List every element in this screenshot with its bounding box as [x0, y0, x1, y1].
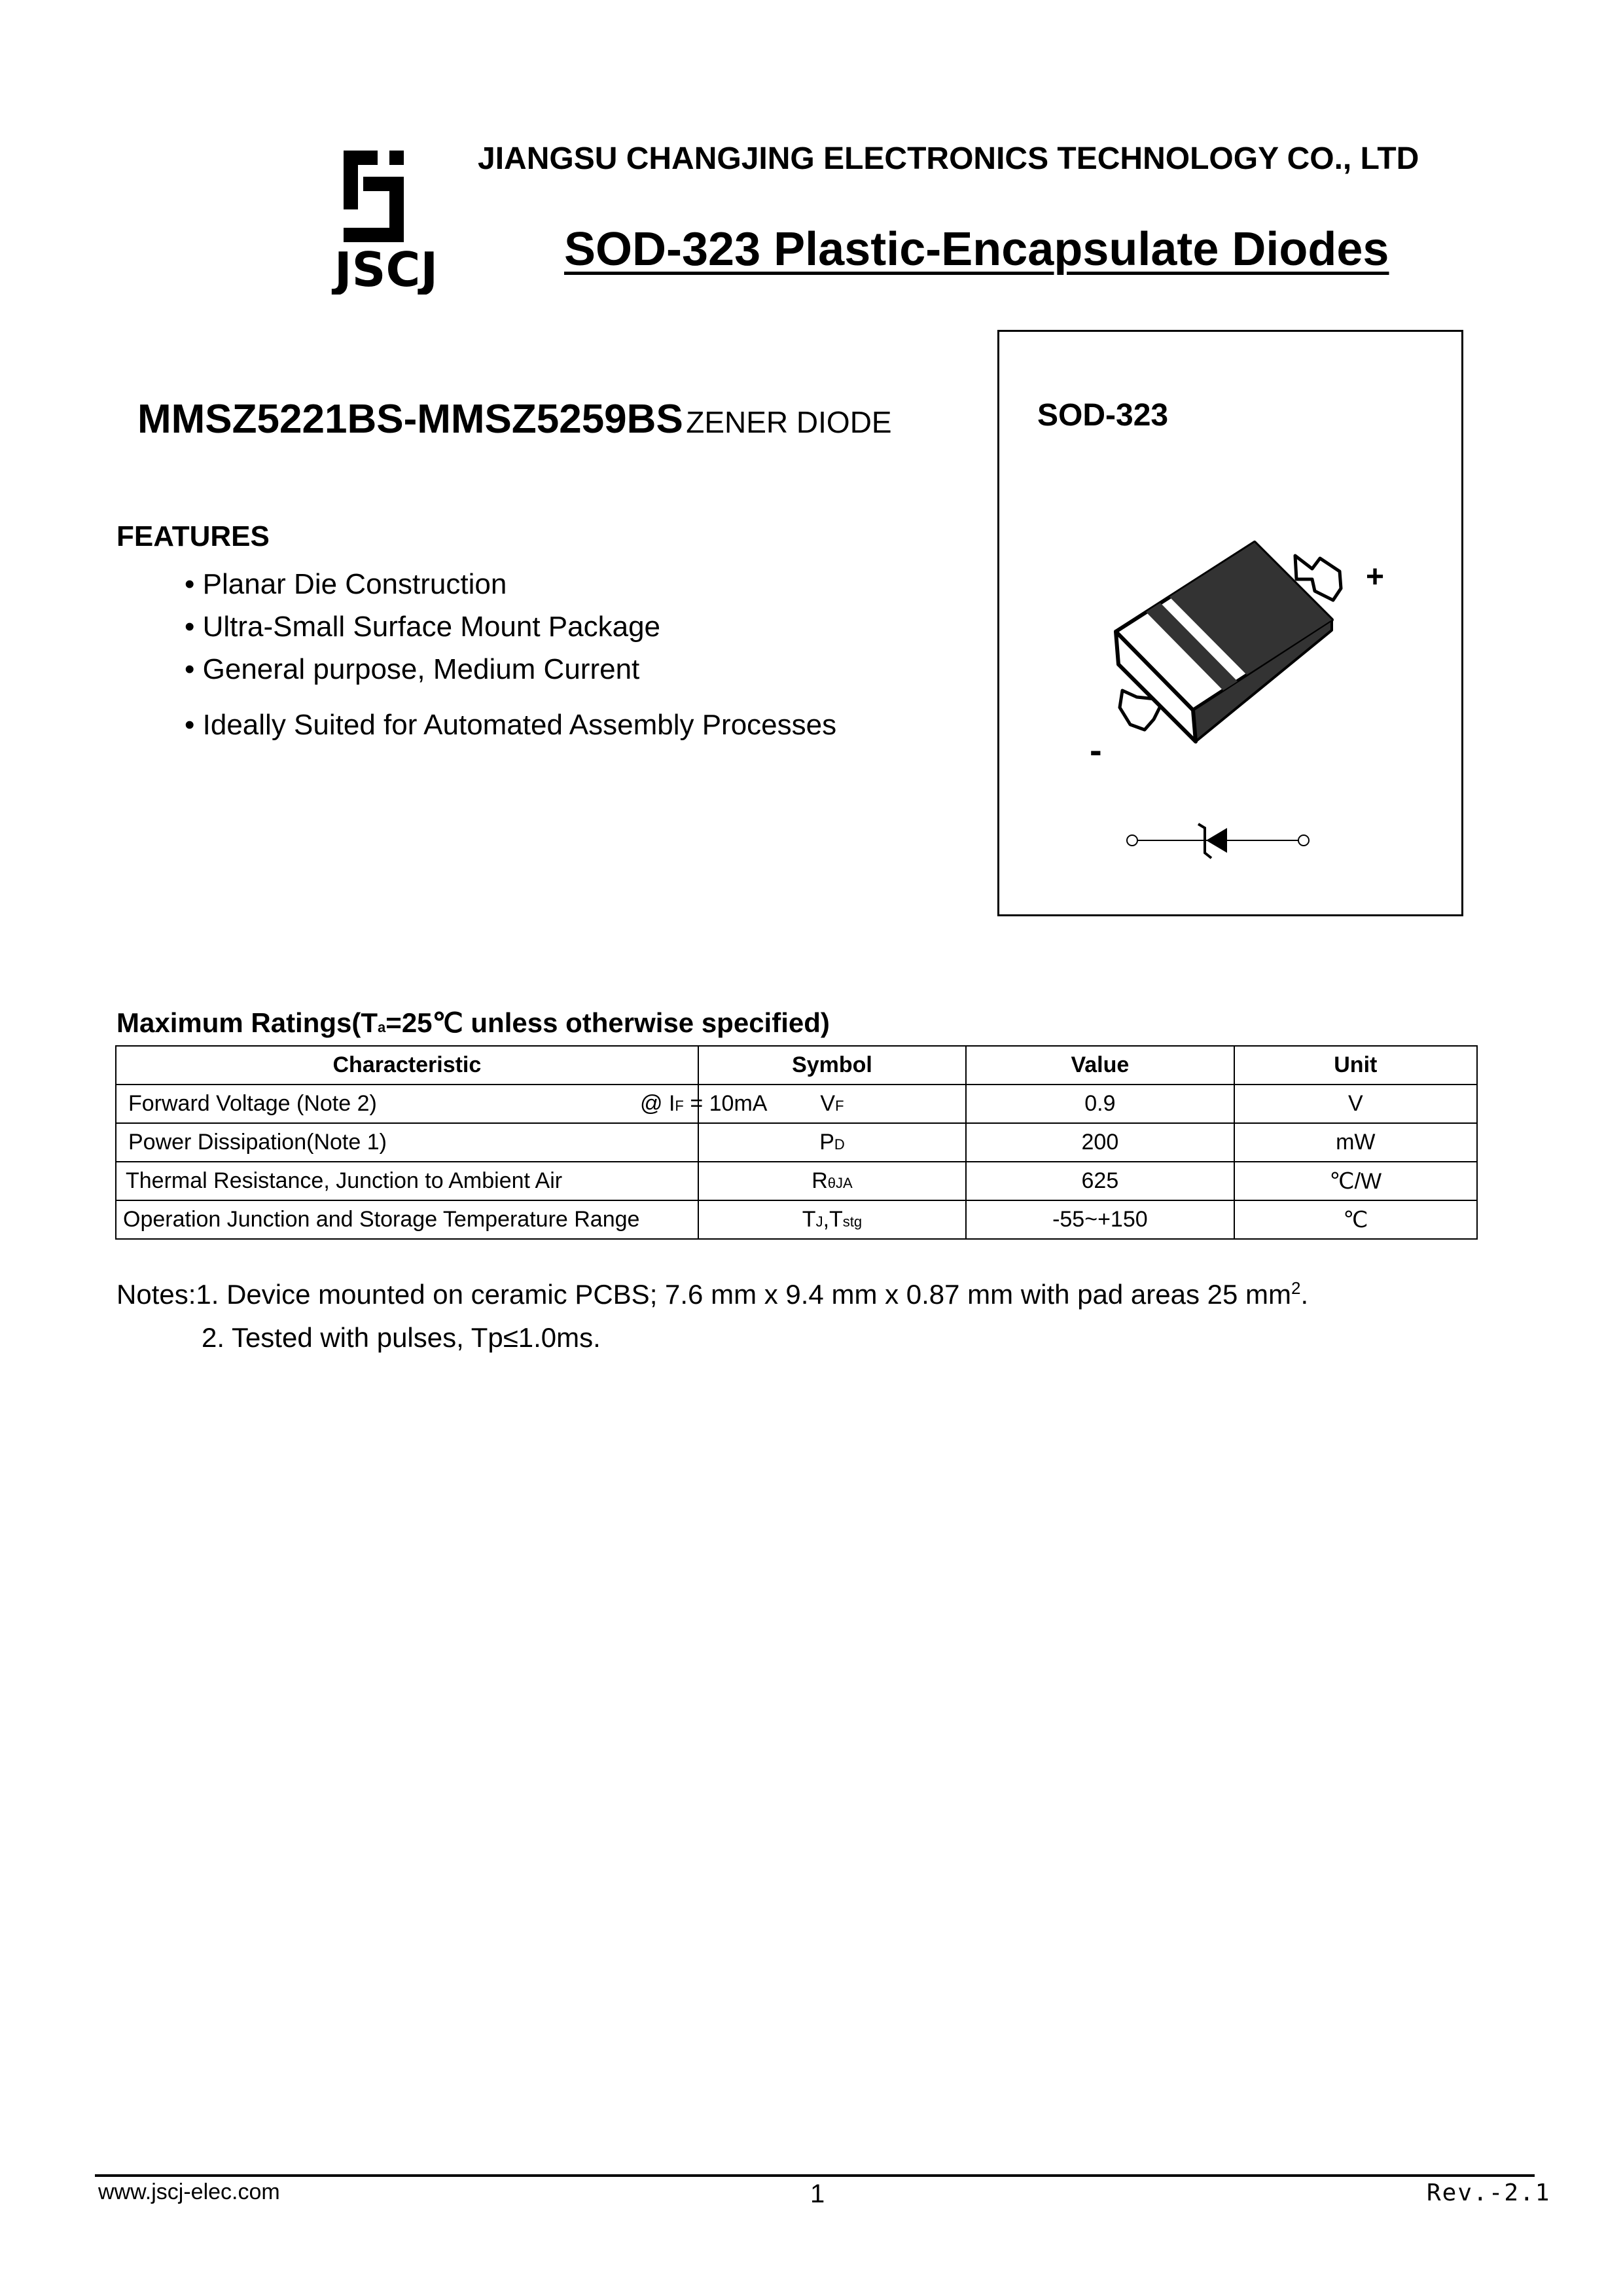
anode-label: +: [1366, 560, 1385, 594]
table-row: [116, 1085, 1477, 1123]
unit: mW: [1234, 1123, 1477, 1162]
feature-item: • Ideally Suited for Automated Assembly Processes: [185, 709, 837, 741]
zener-symbol: [1127, 824, 1309, 858]
table-row: [116, 1162, 1477, 1200]
characteristic: Power Dissipation(Note 1): [116, 1123, 698, 1162]
footer-divider: [95, 2174, 1535, 2177]
logo-text: JSCJ: [334, 242, 438, 295]
part-type: ZENER DIODE: [686, 405, 892, 439]
characteristic: Operation Junction and Storage Temperature Range: [116, 1200, 698, 1239]
cathode-label: -: [1090, 729, 1102, 770]
part-number-range: MMSZ5221BS-MMSZ5259BS: [137, 397, 683, 442]
unit: V: [1234, 1085, 1477, 1123]
part-heading: [137, 396, 892, 442]
footer-website: www.jscj-elec.com: [98, 2179, 280, 2204]
features-list: [185, 563, 836, 746]
value: -55~+150: [966, 1200, 1234, 1239]
feature-item: • Ultra-Small Surface Mount Package: [185, 611, 661, 643]
header-characteristic: Characteristic: [116, 1046, 698, 1085]
symbol: RθJA: [698, 1162, 966, 1200]
note-1: Notes:1. Device mounted on ceramic PCBS; 7.6 mm x 9.4 mm x 0.87 mm with pad areas 25 $mm^2$.: [116, 1278, 1309, 1310]
feature-item: • General purpose, Medium Current: [185, 653, 640, 685]
package-box: [997, 330, 1463, 916]
characteristic: Forward Voltage (Note 2): [128, 1091, 377, 1116]
characteristic: Thermal Resistance, Junction to Ambient Air: [116, 1162, 698, 1200]
ratings-title: Maximum Ratings(Ta=25℃ unless otherwise specified): [116, 1007, 830, 1038]
value: 0.9: [966, 1085, 1234, 1123]
value: 200: [966, 1123, 1234, 1162]
table-row: [116, 1123, 1477, 1162]
value: 625: [966, 1162, 1234, 1200]
header-unit: Unit: [1234, 1046, 1477, 1085]
package-drawing: [999, 332, 1465, 918]
header-symbol: Symbol: [698, 1046, 966, 1085]
table-row: [116, 1200, 1477, 1239]
document-title: SOD-323 Plastic-Encapsulate Diodes: [564, 223, 1389, 276]
company-name: JIANGSU CHANGJING ELECTRONICS TECHNOLOGY CO., LTD: [478, 141, 1419, 176]
revision: Rev.-2.1: [1427, 2179, 1551, 2206]
symbol: TJ,Tstg: [698, 1200, 966, 1239]
test-condition: @ IF = 10mA: [640, 1091, 768, 1116]
symbol: VF: [698, 1085, 966, 1123]
company-logo: [321, 147, 452, 295]
feature-item: • Planar Die Construction: [185, 568, 507, 600]
header-value: Value: [966, 1046, 1234, 1085]
table-header-row: [116, 1046, 1477, 1085]
unit: ℃: [1234, 1200, 1477, 1239]
symbol: PD: [698, 1123, 966, 1162]
notes: [116, 1266, 1308, 1359]
unit: ℃/W: [1234, 1162, 1477, 1200]
ratings-table: [115, 1045, 1478, 1240]
note-2: 2. Tested with pulses, Tp≤1.0ms.: [202, 1322, 601, 1353]
package-name: SOD-323: [1037, 398, 1169, 433]
page-number: 1: [810, 2179, 825, 2208]
features-heading: FEATURES: [116, 520, 270, 552]
